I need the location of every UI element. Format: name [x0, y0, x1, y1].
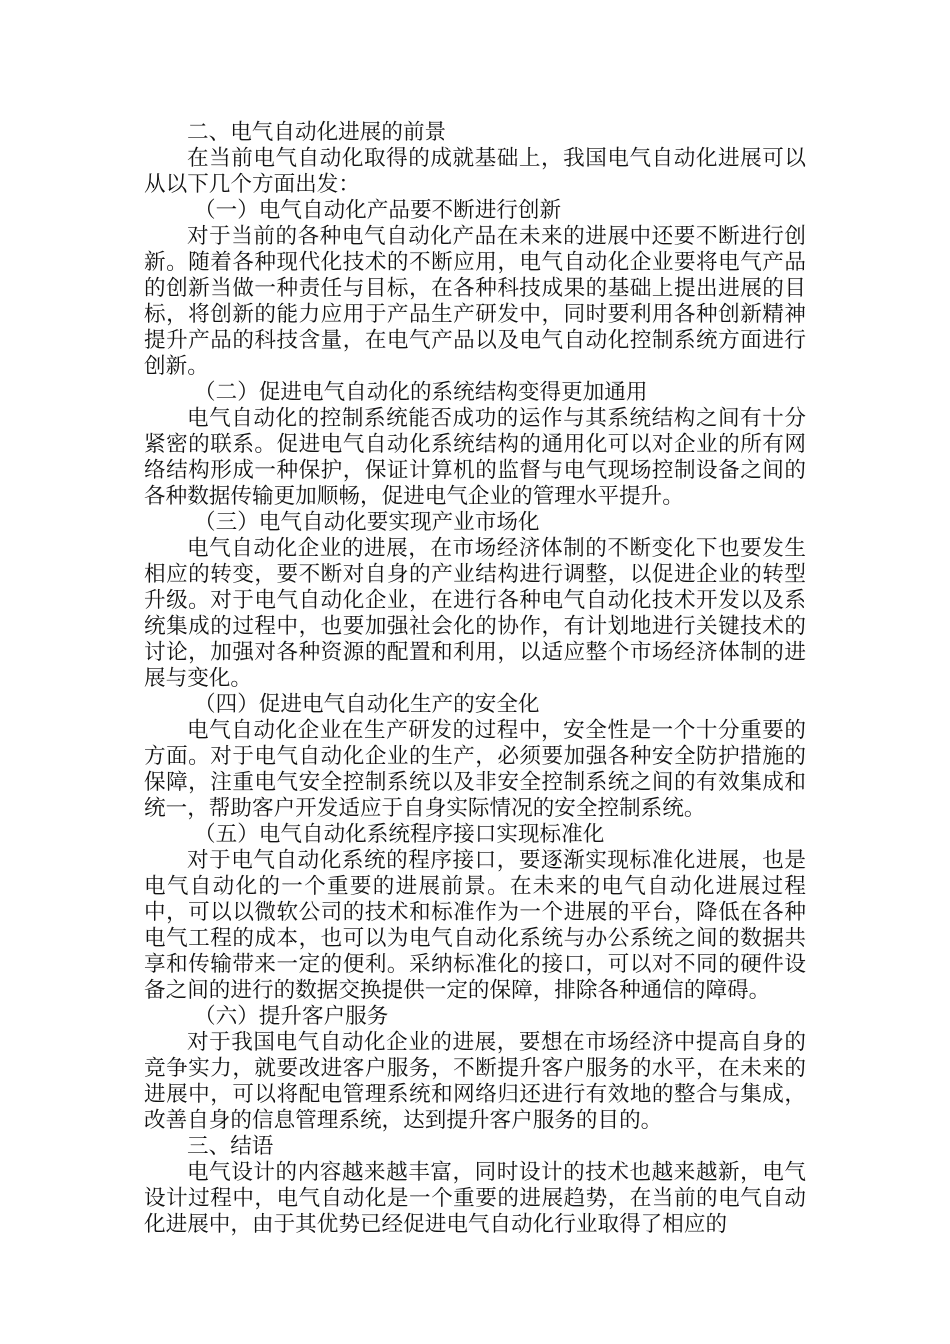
subheading-marketization: （三）电气自动化要实现产业市场化: [194, 510, 540, 535]
paragraph-marketization: 电气自动化企业的进展，在市场经济体制的不断变化下也要发生相应的转变，要不断对自身的产业结构进行调整，以促进企业的转型升级。对于电气自动化企业，在进行各种电气自动化技术开发以及系统集成的过程中，也要加强社会化的协作，有计划地进行关键技术的讨论，加强对各种资源的配置和利用，以适应整个市场经济体制的进展与变化。: [144, 536, 806, 691]
section-heading-conclusion: 三、结语: [187, 1134, 274, 1159]
paragraph-innovation: 对于当前的各种电气自动化产品在未来的进展中还要不断进行创新。随着各种现代化技术的不断应用，电气自动化企业要将电气产品的创新当做一种责任与目标，在各种科技成果的基础上提出进展的目标，将创新的能力应用于产品生产研发中，同时要利用各种创新精神提升产品的科技含量，在电气产品以及电气自动化控制系统方面进行创新。: [144, 224, 806, 379]
paragraph-standardization: 对于电气自动化系统的程序接口，要逐渐实现标准化进展，也是电气自动化的一个重要的进展前景。在未来的电气自动化进展过程中，可以以微软公司的技术和标准作为一个进展的平台，降低在各种电气工程的成本，也可以为电气自动化系统与办公系统之间的数据共享和传输带来一定的便利。采纳标准化的接口，可以对不同的硬件设备之间的进行的数据交换提供一定的保障，排除各种通信的障碍。: [144, 848, 806, 1003]
paragraph-conclusion: 电气设计的内容越来越丰富，同时设计的技术也越来越新，电气设计过程中，电气自动化是一个重要的进展趋势，在当前的电气自动化进展中，由于其优势已经促进电气自动化行业取得了相应的: [144, 1160, 806, 1237]
paragraph-safety: 电气自动化企业在生产研发的过程中，安全性是一个十分重要的方面。对于电气自动化企业的生产，必须要加强各种安全防护措施的保障，注重电气安全控制系统以及非安全控制系统之间的有效集成和统一，帮助客户开发适应于自身实际情况的安全控制系统。: [144, 718, 806, 821]
subheading-system-structure: （二）促进电气自动化的系统结构变得更加通用: [194, 380, 648, 405]
intro-paragraph: 在当前电气自动化取得的成就基础上，我国电气自动化进展可以从以下几个方面出发：: [144, 146, 806, 197]
subheading-standardization: （五）电气自动化系统程序接口实现标准化: [194, 822, 605, 847]
document-body: [144, 120, 806, 1238]
subheading-safety: （四）促进电气自动化生产的安全化: [194, 692, 540, 717]
paragraph-customer-service: 对于我国电气自动化企业的进展，要想在市场经济中提高自身的竞争实力，就要改进客户服务，不断提升客户服务的水平，在未来的进展中，可以将配电管理系统和网络归还进行有效地的整合与集成，改善自身的信息管理系统，达到提升客户服务的目的。: [144, 1030, 806, 1133]
subheading-innovation: （一）电气自动化产品要不断进行创新: [194, 198, 562, 223]
subheading-customer-service: （六）提升客户服务: [194, 1004, 389, 1029]
paragraph-system-structure: 电气自动化的控制系统能否成功的运作与其系统结构之间有十分紧密的联系。促进电气自动化系统结构的通用化可以对企业的所有网络结构形成一种保护，保证计算机的监督与电气现场控制设备之间的各种数据传输更加顺畅，促进电气企业的管理水平提升。: [144, 406, 806, 509]
section-heading-prospects: 二、电气自动化进展的前景: [187, 120, 447, 145]
